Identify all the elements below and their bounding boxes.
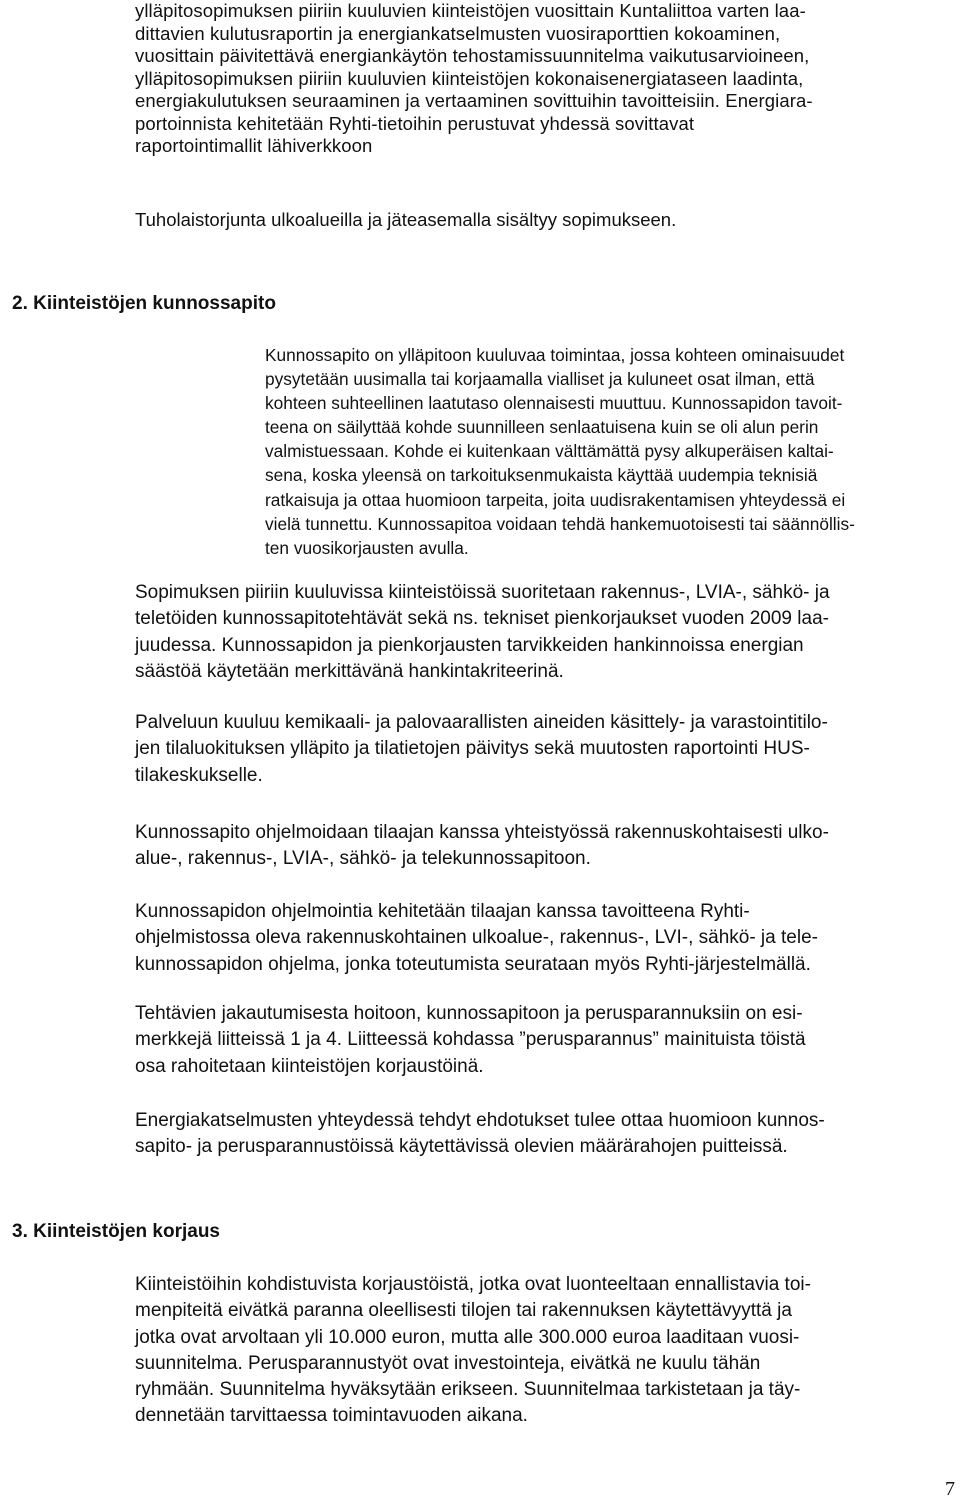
paragraph-maintenance-scope xyxy=(135,580,830,685)
paragraph-ryhti-development xyxy=(135,899,818,978)
text-line: valmistuessaan. Kohde ei kuitenkaan välttämättä pysy alkuperäisen kaltai- xyxy=(265,441,834,462)
text-line: ryhmään. Suunnitelma hyväksytään erikseen. Suunnitelmaa tarkistetaan ja täy- xyxy=(135,1379,801,1401)
text-line: dittavien kulutusraportin ja energiankatselmusten vuosiraporttien kokoaminen, xyxy=(135,22,781,44)
text-line: Tuholaistorjunta ulkoalueilla ja jäteasemalla sisältyy sopimukseen. xyxy=(135,209,677,230)
text-line: Kunnossapito on ylläpitoon kuuluvaa toimintaa, jossa kohteen ominaisuudet xyxy=(265,345,845,365)
text-line: ylläpitosopimuksen piiriin kuuluvien kiinteistöjen kokonaisenergiataseen laadinta, xyxy=(135,67,804,89)
text-line: merkkejä liitteissä 1 ja 4. Liitteessä kohdassa ”perusparannus” mainituista töistä xyxy=(135,1029,806,1051)
text-line: Energiakatselmusten yhteydessä tehdyt ehdotukset tulee ottaa huomioon kunnos- xyxy=(135,1110,825,1131)
paragraph-task-division xyxy=(135,1001,806,1080)
pest-control-paragraph xyxy=(135,208,676,232)
intro-paragraph xyxy=(135,0,955,158)
text-line: vielä tunnettu. Kunnossapitoa voidaan tehdä hankemuotoisesti tai säännöllis- xyxy=(265,513,855,534)
text-line: jotka ovat arvoltaan yli 10.000 euron, mutta alle 300.000 euroa laaditaan vuosi- xyxy=(135,1326,800,1348)
section-2-heading: 2. Kiinteistöjen kunnossapito xyxy=(12,293,276,314)
section-3-heading: 3. Kiinteistöjen korjaus xyxy=(12,1221,220,1242)
page-number: 7 xyxy=(945,1478,955,1500)
text-line: teena on säilyttää kohde suunnilleen senlaatuisena kuin se oli alun perin xyxy=(265,417,819,438)
maintenance-definition xyxy=(265,343,855,560)
text-line: Kunnossapito ohjelmoidaan tilaajan kanssa yhteistyössä rakennuskohtaisesti ulko- xyxy=(135,822,829,843)
text-line: pysytetään uusimalla tai korjaamalla vialliset ja kuluneet osat ilman, että xyxy=(265,369,815,390)
text-line: raportointimallit lähiverkkoon xyxy=(135,135,373,156)
text-line: osa rahoitetaan kiinteistöjen korjaustöinä. xyxy=(135,1055,484,1077)
text-line: ratkaisuja ja ottaa huomioon tarpeita, joita uudisrakentamisen yhteydessä ei xyxy=(265,489,846,510)
text-line: sena, koska yleensä on tarkoituksenmukaista käyttää uudempia teknisiä xyxy=(265,465,818,486)
text-line: ylläpitosopimuksen piiriin kuuluvien kiinteistöjen vuosittain Kuntaliittoa varten laa- xyxy=(135,0,806,21)
text-line: jen tilaluokituksen ylläpito ja tilatietojen päivitys sekä muutosten raportointi HUS- xyxy=(135,738,810,760)
paragraph-repairs xyxy=(135,1272,811,1430)
text-line: vuosittain päivitettävä energiankäytön tehostamissuunnitelma vaikutusarvioineen, xyxy=(135,45,810,66)
text-line: energiakulutuksen seuraaminen ja vertaaminen sovittuihin tavoitteisiin. Energiara- xyxy=(135,90,813,111)
text-line: Kiinteistöihin kohdistuvista korjaustöistä, jotka ovat luonteeltaan ennallistavia toi- xyxy=(135,1274,811,1295)
text-line: Sopimuksen piiriin kuuluvissa kiinteistöissä suoritetaan rakennus-, LVIA-, sähkö- ja xyxy=(135,582,830,603)
text-line: säästöä käytetään merkittävänä hankintakriteerinä. xyxy=(135,660,564,682)
text-line: tilakeskukselle. xyxy=(135,764,263,786)
paragraph-energy-audit xyxy=(135,1108,825,1161)
text-line: ohjelmistossa oleva rakennuskohtainen ulkoalue-, rakennus-, LVI-, sähkö- ja tele- xyxy=(135,927,818,949)
text-line: alue-, rakennus-, LVIA-, sähkö- ja telekunnossapitoon. xyxy=(135,848,591,870)
text-line: dennetään tarvittaessa toimintavuoden aikana. xyxy=(135,1405,528,1427)
text-line: ten vuosikorjausten avulla. xyxy=(265,537,469,558)
text-line: Tehtävien jakautumisesta hoitoon, kunnossapitoon ja perusparannuksiin on esi- xyxy=(135,1003,803,1024)
text-line: kohteen suhteellinen laatutaso olennaisesti muuttuu. Kunnossapidon tavoit- xyxy=(265,393,843,414)
paragraph-maintenance-programming xyxy=(135,820,829,873)
text-line: kunnossapidon ohjelma, jonka toteutumista seurataan myös Ryhti-järjestelmällä. xyxy=(135,953,811,975)
text-line: portoinnista kehitetään Ryhti-tietoihin perustuvat yhdessä sovittavat xyxy=(135,112,695,134)
text-line: Palveluun kuuluu kemikaali- ja palovaarallisten aineiden käsittely- ja varastointitilo- xyxy=(135,712,828,733)
paragraph-chemical-storage xyxy=(135,710,828,789)
text-line: teletöiden kunnossapitotehtävät sekä ns. tekniset pienkorjaukset vuoden 2009 laa- xyxy=(135,608,829,630)
text-line: Kunnossapidon ohjelmointia kehitetään tilaajan kanssa tavoitteena Ryhti- xyxy=(135,901,750,922)
text-line: menpiteitä eivätkä paranna oleellisesti tilojen tai rakennuksen käytettävyyttä ja xyxy=(135,1300,792,1322)
text-line: juudessa. Kunnossapidon ja pienkorjausten tarvikkeiden hankinnoissa energian xyxy=(135,634,804,656)
text-line: suunnitelma. Perusparannustyöt ovat investointeja, eivätkä ne kuulu tähän xyxy=(135,1352,761,1374)
text-line: sapito- ja perusparannustöissä käytettävissä olevien määrärahojen puitteissä. xyxy=(135,1136,788,1158)
